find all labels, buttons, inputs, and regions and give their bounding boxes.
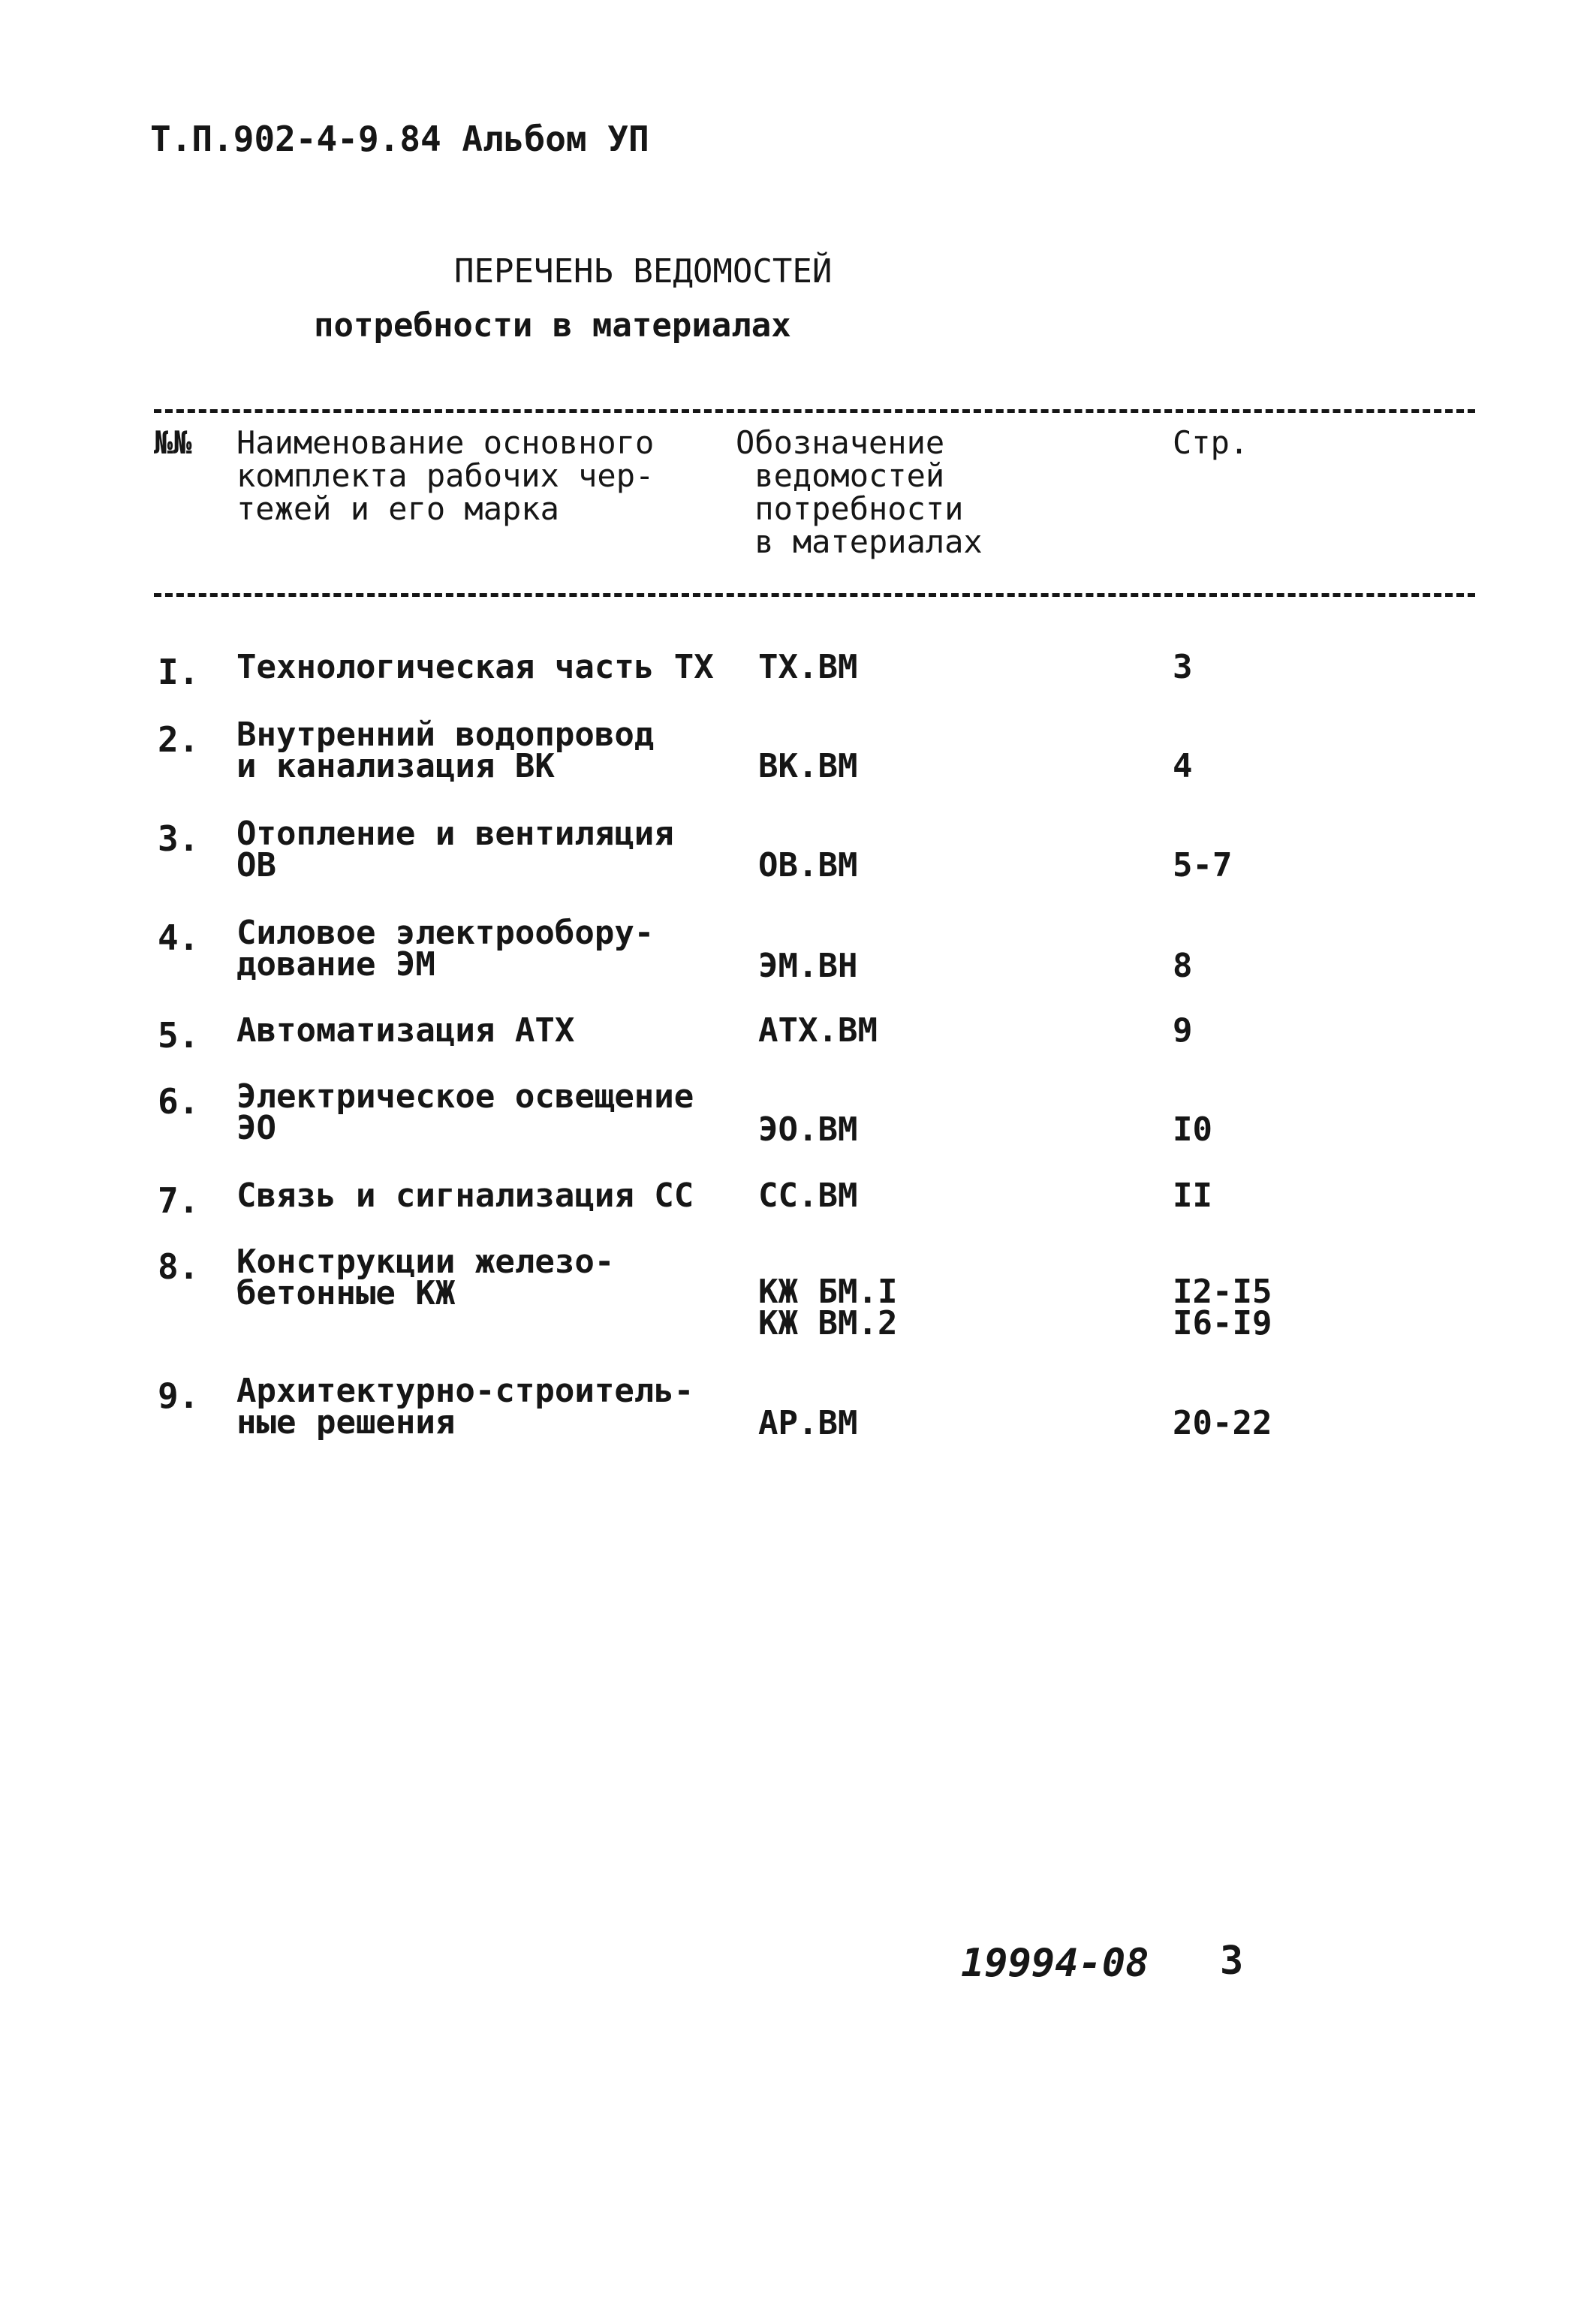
row-designation: ВК.ВМ (758, 747, 858, 785)
row-name: Внутренний водопровод и канализация ВК (236, 716, 655, 785)
row-number: 6. (158, 1081, 200, 1122)
table-header-rule (154, 593, 1475, 597)
row-number: 3. (158, 818, 200, 859)
row-name: Отопление и вентиляция ОВ (236, 815, 674, 884)
row-page: 3 (1173, 648, 1193, 686)
row-page: 9 (1173, 1011, 1193, 1050)
document-subtitle: потребности в материалах (314, 306, 791, 345)
column-header-page: Стр. (1173, 424, 1249, 461)
column-header-designation: Обозначение ведомостей потребности в материалах (736, 424, 983, 560)
row-page: 5-7 (1173, 846, 1233, 884)
row-name: Связь и сигнализация СС (236, 1177, 694, 1215)
row-designation: СС.ВМ (758, 1177, 858, 1215)
row-number: 4. (158, 917, 200, 958)
row-name: Конструкции железо- бетонные КЖ (236, 1243, 615, 1312)
row-page: II (1173, 1177, 1212, 1215)
footer-code: 19994-08 (961, 1941, 1149, 1986)
column-header-number: №№ (154, 424, 192, 461)
document-title: ПЕРЕЧЕНЬ ВЕДОМОСТЕЙ (454, 252, 833, 291)
row-number: 8. (158, 1246, 200, 1287)
row-designation: ОВ.ВМ (758, 846, 858, 884)
row-page: I0 (1173, 1110, 1212, 1149)
row-page: 20-22 (1173, 1404, 1272, 1442)
row-designation: АТХ.ВМ (758, 1011, 878, 1050)
row-number: 7. (158, 1180, 200, 1221)
row-name: Технологическая часть ТХ (236, 648, 714, 686)
row-designation: АР.ВМ (758, 1404, 858, 1442)
row-designation: ЭО.ВМ (758, 1110, 858, 1149)
row-designation: ЭМ.ВН (758, 947, 858, 985)
row-designation: ТХ.ВМ (758, 648, 858, 686)
row-page: 8 (1173, 947, 1193, 985)
row-number: I. (158, 652, 200, 692)
row-page: I2-I5 I6-I9 (1173, 1273, 1272, 1342)
table-top-rule (154, 409, 1475, 413)
row-name: Архитектурно-строитель- ные решения (236, 1372, 694, 1442)
row-name: Электрическое освещение ЭО (236, 1077, 694, 1147)
document-code: Т.П.902-4-9.84 Альбом УП (150, 119, 649, 159)
footer-page-number: 3 (1220, 1939, 1244, 1984)
row-designation: КЖ БМ.I КЖ ВМ.2 (758, 1273, 898, 1342)
row-number: 5. (158, 1015, 200, 1056)
row-number: 2. (158, 719, 200, 760)
column-header-name: Наименование основного комплекта рабочих чер- тежей и его марка (236, 424, 655, 527)
row-name: Автоматизация АТХ (236, 1011, 575, 1050)
row-page: 4 (1173, 747, 1193, 785)
row-name: Силовое электрообору- дование ЭМ (236, 914, 655, 984)
row-number: 9. (158, 1375, 200, 1416)
